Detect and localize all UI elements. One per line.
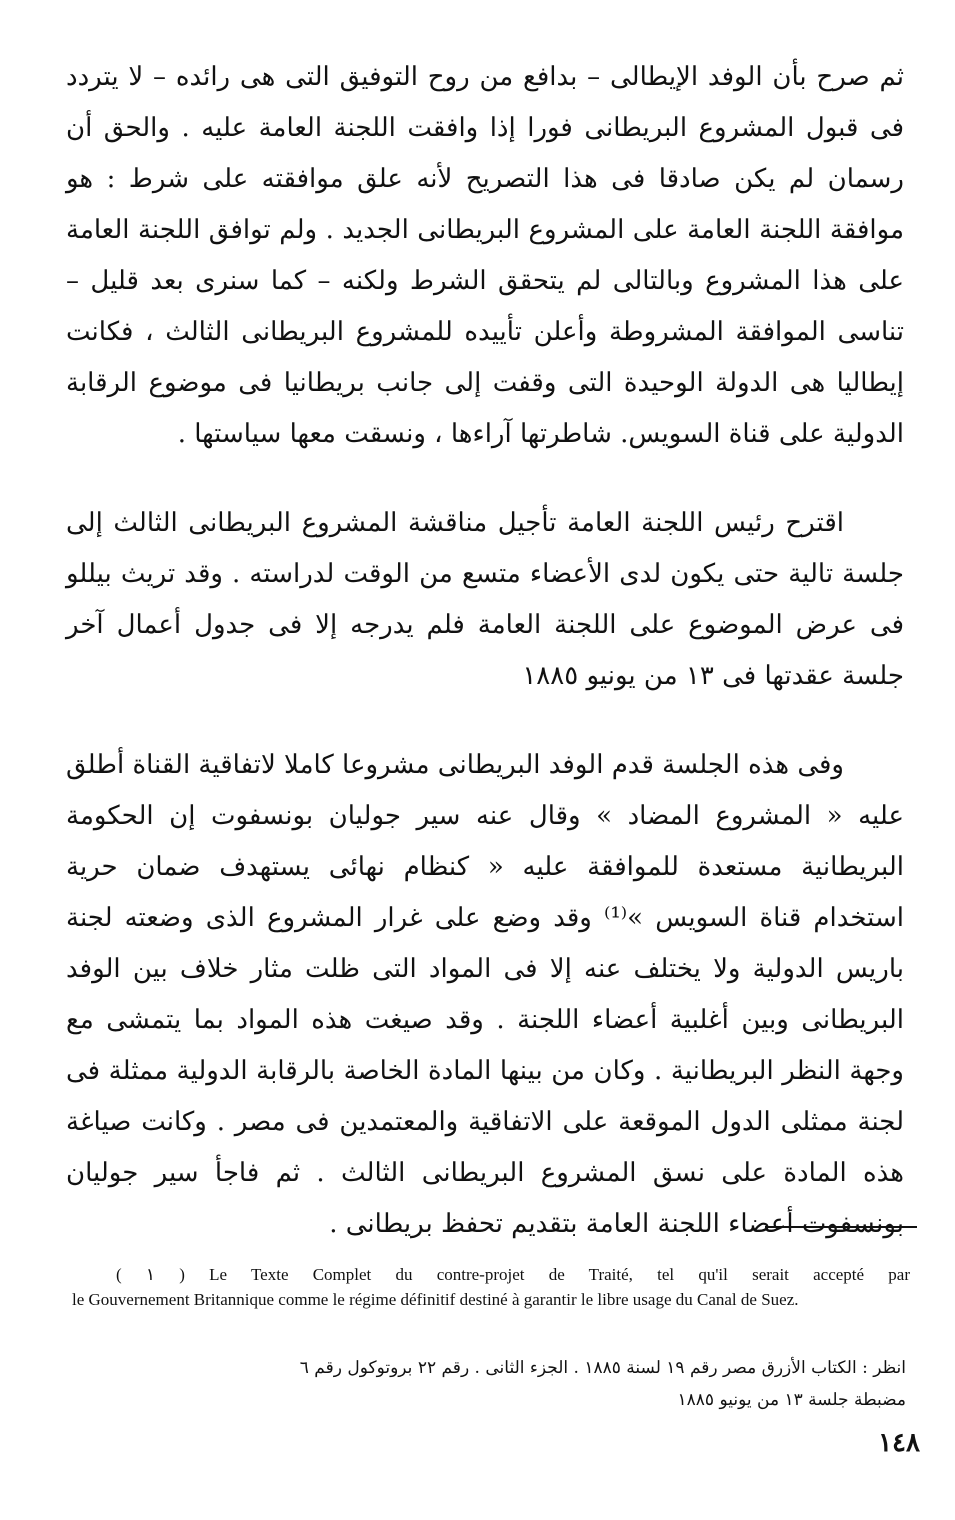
paragraph-1: ثم صرح بأن الوفد الإيطالى – بدافع من روح التوفيق التى هى رائده – لا يتردد فى قبول المشروع البريطانى فورا إذا وافقت اللجنة العامة عليه . والحق أن رسمان لم يكن صادقا فى هذا التصريح لأنه علق موافقته على شرط : هو موافقة اللجنة العامة على المشروع البريطانى الجديد . ولم توافق اللجنة العامة على هذا المشروع وبالتالى لم يتحقق الشرط ولكنه – كما سنرى بعد قليل – تناسى الموافقة المشروطة وأعلن تأييده للمشروع البريطانى الثالث ، فكانت إيطاليا هى الدولة الوحيدة التى وقفت إلى جانب بريطانيا فى موضوع الرقابة الدولية على قناة السويس. شاطرتها آراءها ، ونسقت معها سياستها . xyxy=(66,62,904,449)
page-number: ١٤٨ xyxy=(878,1428,920,1458)
footnote-arabic xyxy=(66,1352,906,1416)
paragraph-3: وفى هذه الجلسة قدم الوفد البريطانى مشروعا كاملا لاتفاقية القناة أطلق عليه « المشروع المضاد » وقال عنه سير جوليان بونسفوت إن الحكومة البريطانية مستعدة للموافقة عليه « كنظام نهائى يستهدف ضمان حرية استخدام قناة السويس »⁽¹⁾ وقد وضع على غرار المشروع الذى وضعته لجنة باريس الدولية ولا يختلف عنه إلا فى المواد التى ظلت مثار خلاف بين الوفد البريطانى وبين أغلبية أعضاء اللجنة . وقد صيغت هذه المواد بما يتمشى مع وجهة النظر البريطانية . وكان من بينها المادة الخاصة بالرقابة الدولية ممثلة فى لجنة ممثلى الدول الموقعة على الاتفاقية والمعتمدين فى مصر . وكانت صياغة هذه المادة على نسق المشروع البريطانى الثالث . ثم فاجأ سير جوليان بونسفوت أعضاء اللجنة العامة بتقديم تحفظ بريطانى . xyxy=(66,750,905,1239)
footnote-divider xyxy=(765,1226,917,1228)
footnote-arabic-line-1: انظر : الكتاب الأزرق مصر رقم ١٩ لسنة ١٨٨٥ . الجزء الثانى . رقم ٢٢ بروتوكول رقم ٦ xyxy=(299,1358,906,1378)
footnote-french xyxy=(72,1262,910,1312)
footnote-french-rest: le Gouvernement Britannique comme le régime définitif destiné à garantir le libre usage du Canal de Suez. xyxy=(72,1290,799,1309)
footnote-french-line-1: ( ١ ) Le Texte Complet du contre-projet de Traité, tel qu'il serait accepté par xyxy=(116,1265,910,1284)
paragraph-2: اقترح رئيس اللجنة العامة تأجيل مناقشة المشروع البريطانى الثالث إلى جلسة تالية حتى يكون لدى الأعضاء متسع من الوقت لدراسته . وقد تريث بيللو فى عرض الموضوع على اللجنة العامة فلم يدرجه إلا فى جدول أعمال آخر جلسة عقدتها فى ١٣ من يونيو ١٨٨٥ xyxy=(66,508,904,691)
footnote-arabic-line-2: مضبطة جلسة ١٣ من يونيو ١٨٨٥ xyxy=(677,1390,906,1410)
